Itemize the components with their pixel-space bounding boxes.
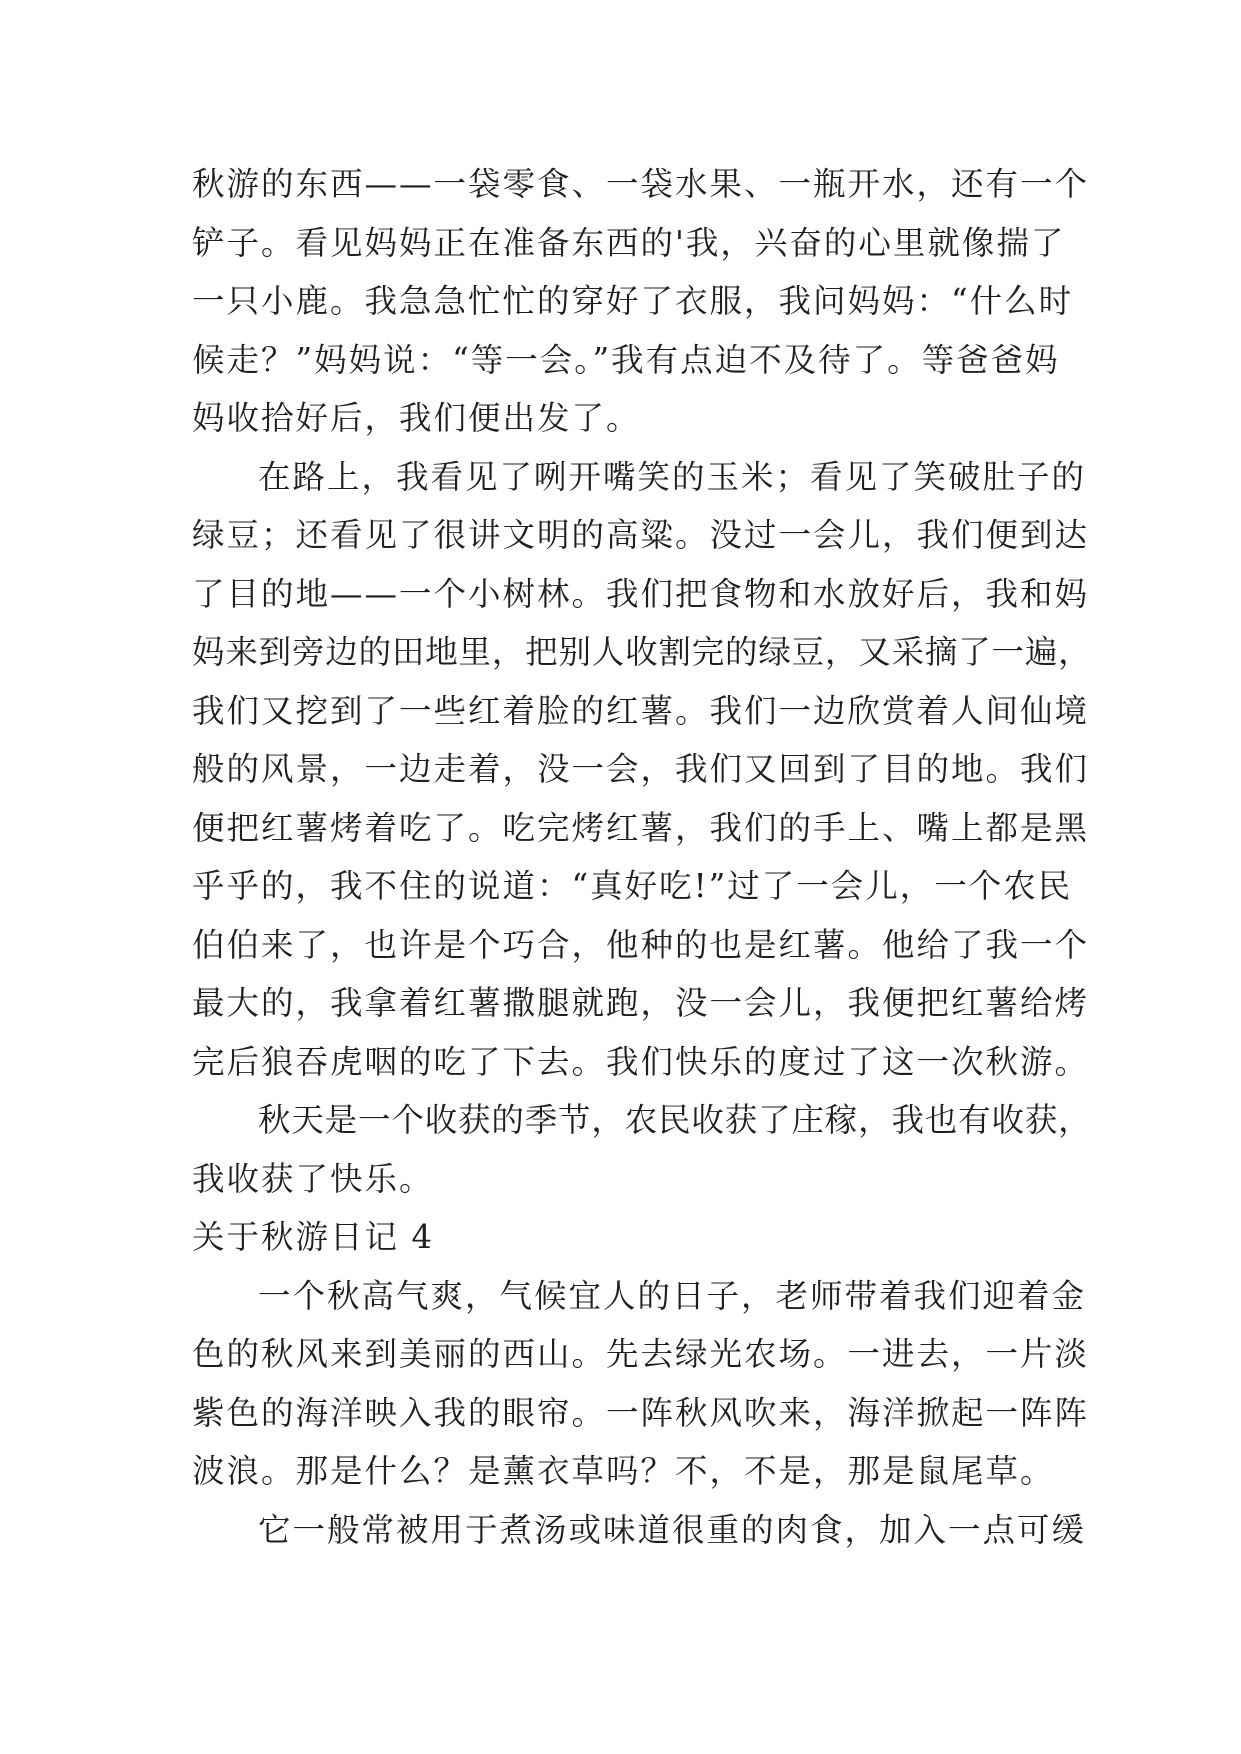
text-line: 伯伯来了，也许是个巧合，他种的也是红薯。他给了我一个 — [192, 925, 1090, 964]
text-line: 乎乎的，我不住的说道：“真好吃!”过了一会儿，一个农民 — [192, 867, 1073, 905]
text-line: 紫色的海洋映入我的眼帘。一阵秋风吹来，海洋掀起一阵阵 — [192, 1393, 1090, 1432]
document-body — [192, 155, 1092, 1559]
text-line: 妈收拾好后，我们便出发了。 — [192, 399, 641, 437]
text-line: 妈来到旁边的田地里，把别人收割完的绿豆，又采摘了一遍， — [192, 633, 1092, 671]
text-line: 我收获了快乐。 — [192, 1159, 434, 1198]
text-line: 一个秋高气爽，气候宜人的日子，老师带着我们迎着金 — [258, 1276, 1087, 1315]
text-line: 它一般常被用于煮汤或味道很重的肉食，加入一点可缓 — [258, 1510, 1087, 1549]
text-line: 关于秋游日记 4 — [192, 1218, 435, 1256]
text-line: 完后狼吞虎咽的吃了下去。我们快乐的度过了这一次秋游。 — [192, 1042, 1090, 1081]
text-line: 波浪。那是什么？是薰衣草吗？不，不是，那是鼠尾草。 — [192, 1452, 1055, 1490]
text-line: 绿豆；还看见了很讲文明的高粱。没过一会儿，我们便到达 — [192, 516, 1090, 554]
text-line: 般的风景，一边走着，没一会，我们又回到了目的地。我们 — [192, 750, 1090, 788]
text-line: 了目的地——一个小树林。我们把食物和水放好后，我和妈 — [192, 574, 1090, 613]
text-line: 秋天是一个收获的季节，农民收获了庄稼，我也有收获， — [258, 1101, 1092, 1139]
text-line: 秋游的东西——一袋零食、一袋水果、一瓶开水，还有一个 — [192, 165, 1090, 203]
text-line: 在路上，我看见了咧开嘴笑的玉米；看见了笑破肚子的 — [258, 457, 1087, 496]
text-line: 一只小鹿。我急急忙忙的穿好了衣服，我问妈妈：“什么时 — [192, 282, 1074, 320]
text-line: 我们又挖到了一些红着脸的红薯。我们一边欣赏着人间仙境 — [192, 691, 1090, 730]
text-line: 最大的，我拿着红薯撒腿就跑，没一会儿，我便把红薯给烤 — [192, 984, 1090, 1022]
text-line: 铲子。看见妈妈正在准备东西的'我，兴奋的心里就像揣了 — [192, 223, 1066, 262]
text-line: 色的秋风来到美丽的西山。先去绿光农场。一进去，一片淡 — [192, 1335, 1090, 1373]
text-line: 候走？”妈妈说：“等一会。”我有点迫不及待了。等爸爸妈 — [192, 340, 1060, 379]
text-line: 便把红薯烤着吃了。吃完烤红薯，我们的手上、嘴上都是黑 — [192, 808, 1090, 847]
